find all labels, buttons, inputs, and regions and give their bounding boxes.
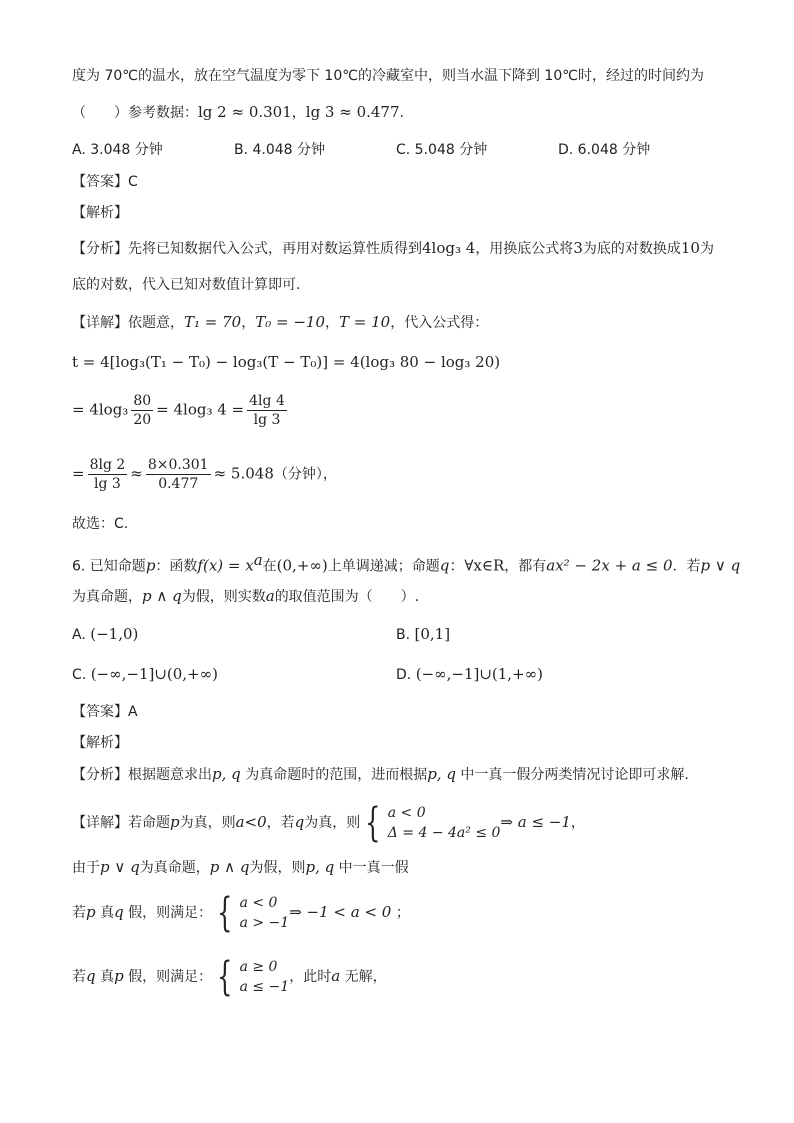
q5-equation-1: t = 4[log₃(T₁ − T₀) − log₃(T − T₀)] = 4(log₃ 80 − log₃ 20) bbox=[72, 353, 501, 371]
reference-lg2: lg 2 ≈ 0.301 bbox=[198, 103, 292, 121]
q5-option-b: B. 4.048 分钟 bbox=[234, 142, 326, 158]
q5-choice: 故选：C. bbox=[72, 516, 129, 532]
reference-lg3: lg 3 ≈ 0.477 bbox=[305, 103, 400, 121]
q6-option-a: A. (−1,0) bbox=[72, 625, 139, 643]
q6-case-2: 若q 真p 假，则满足： { a ≥ 0 a ≤ −1 ，此时a 无解， bbox=[72, 954, 387, 1000]
q5-equation-2: = 4log₃ $\frac{80}{20}$ = 4log₃ 4 = $\frac{4\lg 4}{\lg 3}$ bbox=[72, 393, 285, 428]
q5-option-c: C. 5.048 分钟 bbox=[396, 142, 488, 158]
q6-xiangjie-line1: 【详解】若命题p为真，则a<0，若q为真，则 { a < 0 Δ = 4 − 4a² ≤ 0 ⇒ a ≤ −1， bbox=[72, 800, 585, 846]
q6-option-d: D. (−∞,−1]∪(1,+∞) bbox=[396, 665, 543, 683]
q6-answer: 【答案】A bbox=[72, 704, 138, 720]
q5-xiangjie-line1: 【详解】依题意，T₁ = 70，T₀ = −10，T = 10，代入公式得： bbox=[72, 313, 489, 331]
system-of-inequalities-1: { a < 0 Δ = 4 − 4a² ≤ 0 bbox=[365, 800, 501, 846]
q5-option-d: D. 6.048 分钟 bbox=[558, 142, 651, 158]
q5-fenxi-line1: 【分析】先将已知数据代入公式，再用对数运算性质得到4log₃ 4，用换底公式将3为底的对数换成10为 bbox=[72, 239, 714, 257]
q6-option-c: C. (−∞,−1]∪(0,+∞) bbox=[72, 665, 218, 683]
q6-stem-line2: 为真命题，p ∧ q为假，则实数a的取值范围为（ ）. bbox=[72, 587, 420, 605]
q5-fenxi-line2: 底的对数，代入已知对数值计算即可. bbox=[72, 277, 301, 293]
q6-stem-line1: 6. 已知命题p：函数$f(x) = x^a$在(0,+∞)上单调递减；命题q：∀x∈R，都有ax² − 2x + a ≤ 0．若p ∨ q bbox=[72, 551, 741, 575]
q5-stem-line2: （ ）参考数据：lg 2 ≈ 0.301，lg 3 ≈ 0.477. bbox=[72, 103, 404, 121]
q5-analysis-heading: 【解析】 bbox=[72, 205, 128, 221]
q5-option-a: A. 3.048 分钟 bbox=[72, 142, 163, 158]
q6-option-b: B. [0,1] bbox=[396, 625, 451, 643]
q6-fenxi: 【分析】根据题意求出p, q 为真命题时的范围，进而根据p, q 中一真一假分两类情况讨论即可求解. bbox=[72, 765, 689, 783]
system-of-inequalities-2: { a < 0 a > −1 bbox=[217, 890, 290, 936]
q5-stem-line1: 度为 70℃的温水，放在空气温度为零下 10℃的冷藏室中，则当水温下降到 10℃时，经过的时间约为 bbox=[72, 68, 704, 84]
q6-xiangjie-line2: 由于p ∨ q为真命题，p ∧ q为假，则p, q 中一真一假 bbox=[72, 858, 409, 876]
q6-analysis-heading: 【解析】 bbox=[72, 735, 128, 751]
system-of-inequalities-3: { a ≥ 0 a ≤ −1 bbox=[217, 954, 290, 1000]
q6-case-1: 若p 真q 假，则满足： { a < 0 a > −1 ⇒ −1 < a < 0 ； bbox=[72, 890, 410, 936]
q5-equation-3: = $\frac{8\lg 2}{\lg 3}$ ≈ $\frac{8\times 0.301}{0.477}$ ≈ 5.048（分钟）， bbox=[72, 457, 337, 492]
q5-answer: 【答案】C bbox=[72, 174, 138, 190]
